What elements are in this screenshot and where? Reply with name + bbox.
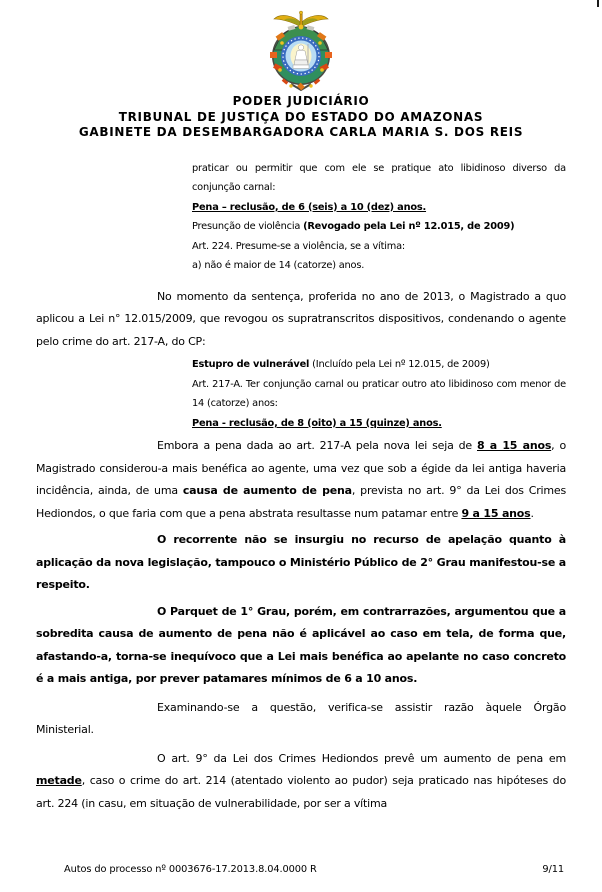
quote-line-pena — [192, 198, 566, 218]
paragraph-parquet — [36, 601, 566, 691]
quote-line-presuncao — [192, 217, 566, 237]
paragraph-embora-pena — [36, 435, 566, 525]
statute-quote-art213-224 — [192, 159, 566, 276]
paragraph-examinando — [36, 697, 566, 742]
text-run: O recorrente não se insurgiu no recurso de apelação quanto à aplicação da nova legislação, tampouco o Ministério Público de 2° Grau manifestou-se a respeito. — [36, 533, 566, 592]
quote-line-pena-217a — [192, 414, 566, 434]
quote-line-estupro — [192, 355, 566, 375]
page-corner-artifact — [597, 0, 599, 7]
document-header — [0, 94, 602, 141]
text-run: , caso o crime do art. 214 (atentado violento ao pudor) seja praticado nas hipóteses do art. 224 (in casu, em situação de vulnerabilidade, por ser a vítima — [36, 774, 566, 810]
text-run: . — [530, 506, 534, 520]
text-run: Presunção de violência — [192, 221, 304, 233]
text-run-bu: 8 a 15 anos — [477, 439, 552, 453]
coat-of-arms-tjam-icon — [268, 10, 334, 92]
text-run: O Parquet de 1° Grau, porém, em contrarrazões, argumentou que a sobredita causa de aumento de pena não é aplicável ao caso em tela, de forma que, afastando-a, torna-se inequívoco que a Lei mais benéfica ao apelante no caso concreto é a mais antiga, por prever patamares mínimos de 6 a 10 anos. — [36, 604, 566, 686]
paragraph-sentenca-2013 — [36, 286, 566, 354]
text-run: , o Magistrado considerou-a mais benéfica ao agente, uma vez que sob a égide da lei antiga haveria incidência, ainda, de uma — [36, 439, 567, 498]
text-run-bu: Pena - reclusão, de 8 (oito) a 15 (quinze) anos. — [192, 417, 442, 429]
text-run: O art. 9° da Lei dos Crimes Hediondos prevê um aumento de pena em — [157, 751, 566, 765]
text-run: No momento da sentença, proferida no ano de 2013, o Magistrado a quo aplicou a Lei n° 12.015/2009, que revogou os supratranscritos dispositivos, condenando o agente pelo crime do art. 217-A, do CP: — [36, 289, 566, 348]
text-run: Embora a pena dada ao art. 217-A pela nova lei seja de — [157, 439, 477, 453]
text-run-b: causa de aumento de pena — [182, 484, 352, 498]
quote-line-alinea-a — [192, 256, 566, 276]
statute-quote-art217a — [192, 355, 566, 433]
text-run: Art. 224. Presume-se a violência, se a vítima: — [192, 240, 405, 252]
header-line-tribunal: TRIBUNAL DE JUSTIÇA DO ESTADO DO AMAZONAS — [118, 109, 484, 124]
text-run: (Incluído pela Lei nº 12.015, de 2009) — [309, 359, 490, 371]
text-run: Examinando-se a questão, verifica-se assistir razão àquele Órgão Ministerial. — [36, 700, 566, 737]
paragraph-art9-hediondos — [36, 748, 566, 816]
text-run-b: (Revogado pela Lei nº 12.015, de 2009) — [303, 221, 515, 233]
text-run: Art. 217-A. Ter conjunção carnal ou praticar outro ato libidinoso com menor de 14 (catorze) anos: — [192, 378, 566, 410]
text-run: praticar ou permitir que com ele se pratique ato libidinoso diverso da conjunção carnal: — [192, 162, 566, 194]
text-run-bu: 9 a 15 anos — [461, 506, 531, 520]
header-line-poder-judiciario: PODER JUDICIÁRIO — [232, 94, 370, 108]
header-line-gabinete: GABINETE DA DESEMBARGADORA CARLA MARIA S. DOS REIS — [78, 125, 524, 140]
text-run-b: Estupro de vulnerável — [192, 359, 310, 371]
text-run: a) não é maior de 14 (catorze) anos. — [192, 260, 365, 272]
text-run-bu: Pena – reclusão, de 6 (seis) a 10 (dez) anos. — [192, 201, 427, 213]
document-body — [36, 159, 566, 816]
paragraph-recorrente — [36, 529, 566, 597]
quote-line-art217a — [192, 375, 566, 414]
process-number: Autos do processo nº 0003676-17.2013.8.04.0000 R — [64, 864, 317, 875]
text-run-bu: metade — [36, 774, 82, 788]
page-number: 9/11 — [542, 864, 564, 875]
quote-line — [192, 159, 566, 198]
quote-line-art224 — [192, 237, 566, 257]
page-footer — [64, 864, 564, 875]
text-run: , prevista no art. 9° da Lei dos Crimes Hediondos, o que faria com que a pena abstrata resultasse num patamar entre — [36, 484, 566, 520]
